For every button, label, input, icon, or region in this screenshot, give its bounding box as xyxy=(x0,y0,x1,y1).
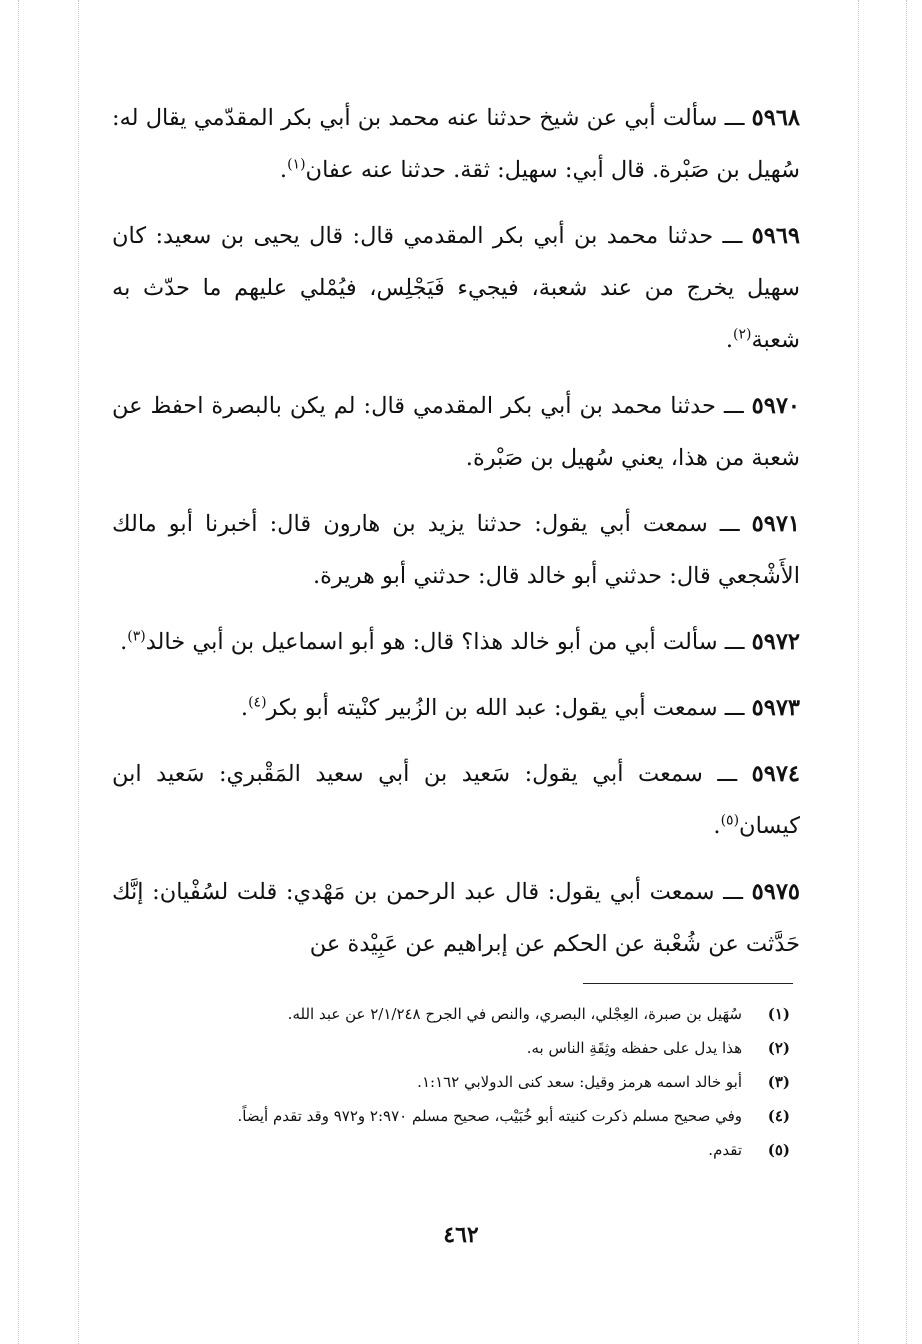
margin-guide-line-left xyxy=(18,0,19,1344)
entry-5968 xyxy=(112,92,800,196)
entry-5975 xyxy=(112,866,800,970)
entry-end: . xyxy=(713,813,721,839)
margin-guide-line-left-inner xyxy=(78,0,79,1344)
footnote-reference: (٣) xyxy=(127,628,146,645)
entry-end: . xyxy=(725,327,733,353)
entry-number: ٥٩٧٢ xyxy=(751,629,800,655)
entry-text: ـــ حدثنا محمد بن أبي بكر المقدمي قال: لم يكن بالبصرة احفظ عن شعبة من هذا، يعني سُهيل بن صَبْرة. xyxy=(112,393,800,471)
footnote-label: (٥) xyxy=(767,1141,790,1159)
entry-end: . xyxy=(120,629,128,655)
entry-number: ٥٩٦٨ xyxy=(751,105,800,131)
footnote-separator xyxy=(583,983,793,984)
footnote-reference: (٤) xyxy=(248,694,267,711)
footnote-label: (٢) xyxy=(767,1039,790,1057)
entry-text: ـــ سمعت أبي يقول: حدثنا يزيد بن هارون قال: أخبرنا أبو مالك الأَشْجعي قال: حدثني أبو خالد قال: حدثني أبو هريرة. xyxy=(112,511,800,589)
entry-5972 xyxy=(112,616,800,668)
footnotes xyxy=(112,1000,790,1170)
footnote-label: (٣) xyxy=(767,1073,790,1091)
entry-text: ـــ حدثنا محمد بن أبي بكر المقدمي قال: قال يحيى بن سعيد: كان سهيل يخرج من عند شعبة، فيجيء فَيَجْلِس، فيُمْلي عليهم ما حدّث به شعبة xyxy=(112,223,800,353)
entry-number: ٥٩٧٤ xyxy=(751,761,800,787)
footnote-text: أبو خالد اسمه هرمز وقيل: سعد كنى الدولابي ١:١٦٢. xyxy=(417,1073,742,1091)
entry-text: ـــ سألت أبي من أبو خالد هذا؟ قال: هو أبو اسماعيل بن أبي خالد xyxy=(145,629,752,655)
entry-5970 xyxy=(112,380,800,484)
entry-number: ٥٩٧٣ xyxy=(751,695,800,721)
footnote-text: سُهَيل بن صبرة، العِجْلي، البصري، والنص في الجرح ٢/١/٢٤٨ عن عبد الله. xyxy=(287,1005,742,1023)
footnote-1 xyxy=(112,1000,790,1028)
footnote-reference: (٢) xyxy=(732,326,752,343)
entry-5969 xyxy=(112,210,800,366)
entry-end: . xyxy=(279,157,288,183)
margin-guide-line-right xyxy=(906,0,907,1344)
footnote-2 xyxy=(112,1034,790,1062)
footnote-label: (٤) xyxy=(767,1107,790,1125)
footnote-reference: (٥) xyxy=(720,812,740,829)
footnote-text: وفي صحيح مسلم ذكرت كنيته أبو خُبَيْب، صحيح مسلم ٢:٩٧٠ و٩٧٢ وقد تقدم أيضاً. xyxy=(237,1107,742,1125)
main-text xyxy=(112,92,800,984)
page-number: ٤٦٢ xyxy=(443,1222,479,1248)
entry-5974 xyxy=(112,748,800,852)
entry-5973 xyxy=(112,682,800,734)
entry-text: ـــ سألت أبي عن شيخ حدثنا عنه محمد بن أبي بكر المقدّمي يقال له: سُهيل بن صَبْرة. قال أبي: سهيل: ثقة. حدثنا عنه عفان xyxy=(112,105,800,183)
entry-number: ٥٩٦٩ xyxy=(751,223,800,249)
entry-text: ـــ سمعت أبي يقول: سَعيد بن أبي سعيد المَقْبري: سَعيد ابن كيسان xyxy=(112,761,800,839)
footnote-4 xyxy=(112,1102,790,1130)
footnote-reference: (١) xyxy=(287,156,306,173)
entry-text: ـــ سمعت أبي يقول: عبد الله بن الزُبير كنْيته أبو بكر xyxy=(266,695,752,721)
footnote-3 xyxy=(112,1068,790,1096)
entry-number: ٥٩٧٠ xyxy=(751,393,800,419)
entry-number: ٥٩٧١ xyxy=(751,511,800,537)
margin-guide-line-right-inner xyxy=(858,0,859,1344)
entry-text: ـــ سمعت أبي يقول: قال عبد الرحمن بن مَهْدي: قلت لسُفْيان: إنَّك حَدَّثت عن شُعْبة عن الحكم عن إبراهيم عن عَبِيْدة عن xyxy=(112,879,800,957)
entry-end: . xyxy=(240,695,249,721)
footnote-text: هذا يدل على حفظه وثِقَةِ الناس به. xyxy=(526,1039,742,1057)
footnote-text: تقدم. xyxy=(708,1141,742,1159)
footnote-label: (١) xyxy=(767,1005,790,1023)
footnote-5 xyxy=(112,1136,790,1164)
entry-number: ٥٩٧٥ xyxy=(751,879,800,905)
entry-5971 xyxy=(112,498,800,602)
